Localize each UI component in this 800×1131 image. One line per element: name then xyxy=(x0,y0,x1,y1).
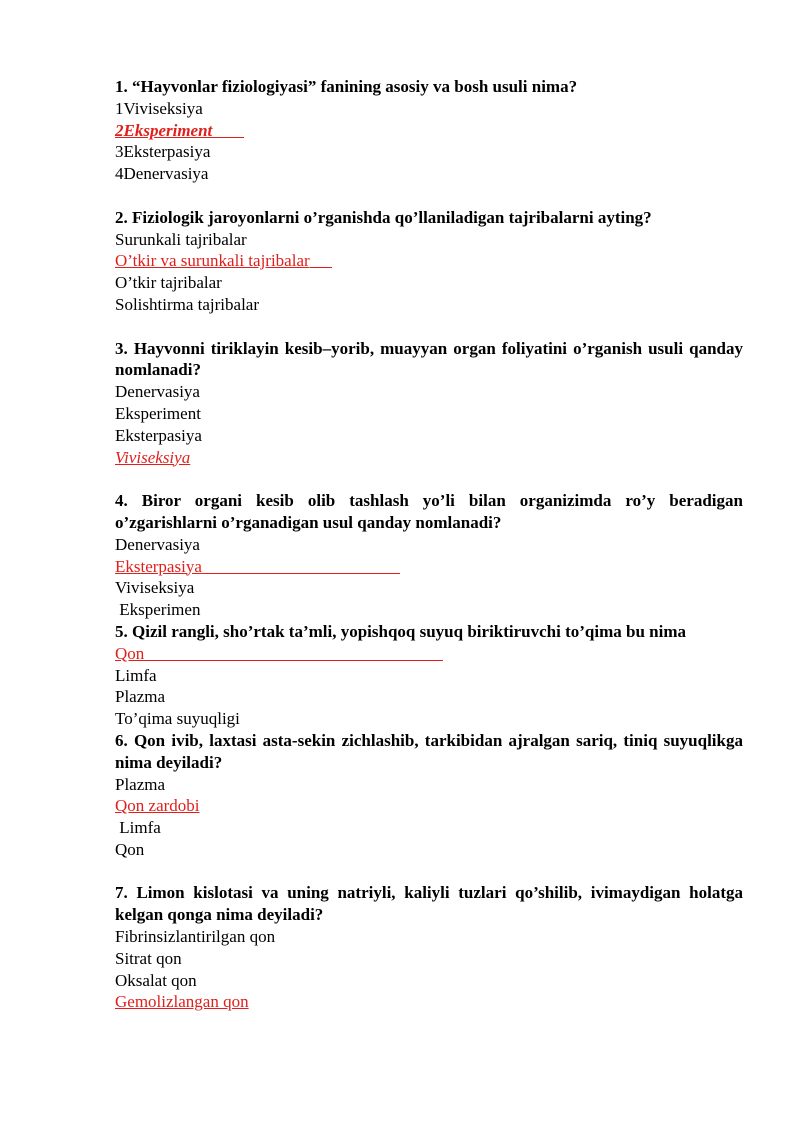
question-6-text: 6. Qon ivib, laxtasi asta-sekin zichlashib, tarkibidan ajralgan sariq, tiniq suyuqlikga nima deyiladi? xyxy=(115,730,743,772)
question-4-correct-answer: Eksterpasiya xyxy=(115,556,202,576)
question-7-option-3: Oksalat qon xyxy=(115,970,197,990)
spacer xyxy=(115,185,743,207)
question-2-option-4: Solishtirma tajribalar xyxy=(115,294,259,314)
question-block-4 xyxy=(115,490,743,621)
question-1-option-1: 1Viviseksiya xyxy=(115,98,203,118)
spacer xyxy=(115,861,743,883)
question-5-correct-answer: Qon xyxy=(115,643,145,663)
question-3-option-3: Eksterpasiya xyxy=(115,425,202,445)
question-3-text: 3. Hayvonni tiriklayin kesib–yorib, muayyan organ foliyatini o’rganish usuli qanday nomlanadi? xyxy=(115,338,743,380)
question-4-option-4: Eksperimen xyxy=(115,600,201,620)
question-1-option-3: 3Eksterpasiya xyxy=(115,142,211,162)
question-block-5 xyxy=(115,621,743,730)
question-3-option-1: Denervasiya xyxy=(115,382,200,402)
question-5-option-1-correct xyxy=(115,643,743,665)
question-7-option-4-correct xyxy=(115,991,743,1013)
question-6-option-1: Plazma xyxy=(115,774,166,794)
question-3-option-4-correct xyxy=(115,447,743,469)
question-5-option-3: Plazma xyxy=(115,687,166,707)
answer-underline xyxy=(310,251,332,268)
question-block-1 xyxy=(115,76,743,185)
question-4-option-2-correct xyxy=(115,556,743,578)
question-2-option-2-correct xyxy=(115,250,743,272)
question-1-text: 1. “Hayvonlar fiziologiyasi” fanining asosiy va bosh usuli nima? xyxy=(115,77,578,96)
question-4-text: 4. Biror organi kesib olib tashlash yo’li bilan organizimda ro’y beradigan o’zgarishlarni o’rganadigan usul qanday nomlanadi? xyxy=(115,491,743,532)
question-2-option-3: O’tkir tajribalar xyxy=(115,273,222,293)
question-5-option-4: To’qima suyuqligi xyxy=(115,709,240,729)
question-5-text: 5. Qizil rangli, sho’rtak ta’mli, yopishqoq suyuq biriktiruvchi to’qima bu nima xyxy=(115,621,687,641)
answer-underline xyxy=(144,644,443,661)
question-1-option-4: 4Denervasiya xyxy=(115,164,209,184)
question-6-option-4: Qon xyxy=(115,839,145,859)
question-4-option-3: Viviseksiya xyxy=(115,578,195,598)
question-3-correct-answer: Viviseksiya xyxy=(115,447,191,467)
answer-underline xyxy=(202,557,400,574)
question-6-option-3: Limfa xyxy=(115,818,161,838)
question-2-correct-answer: O’tkir va surunkali tajribalar xyxy=(115,251,310,271)
question-3-option-2: Eksperiment xyxy=(115,403,201,423)
question-4-option-1: Denervasiya xyxy=(115,534,200,554)
question-2-option-1: Surunkali tajribalar xyxy=(115,229,247,249)
question-2-text: 2. Fiziologik jaroyonlarni o’rganishda qo’llaniladigan tajribalarni ayting? xyxy=(115,207,652,227)
question-6-option-2-correct xyxy=(115,795,743,817)
quiz-document xyxy=(115,76,743,1013)
question-1-correct-answer: 2Eksperiment xyxy=(115,120,213,140)
question-7-text: 7. Limon kislotasi va uning natriyli, kaliyli tuzlari qo’shilib, ivimaydigan holatga kelgan qonga nima deyiladi? xyxy=(115,883,743,925)
answer-underline xyxy=(212,121,244,138)
spacer xyxy=(115,468,743,490)
question-block-3 xyxy=(115,338,743,469)
question-7-option-1: Fibrinsizlantirilgan qon xyxy=(115,927,276,947)
question-block-6 xyxy=(115,730,743,861)
question-1-option-2-correct xyxy=(115,120,743,142)
question-block-7 xyxy=(115,882,743,1013)
question-block-2 xyxy=(115,207,743,316)
spacer xyxy=(115,316,743,338)
question-5-option-2: Limfa xyxy=(115,665,157,685)
question-7-correct-answer: Gemolizlangan qon xyxy=(115,992,249,1012)
question-7-option-2: Sitrat qon xyxy=(115,948,182,968)
question-6-correct-answer: Qon zardobi xyxy=(115,796,200,816)
